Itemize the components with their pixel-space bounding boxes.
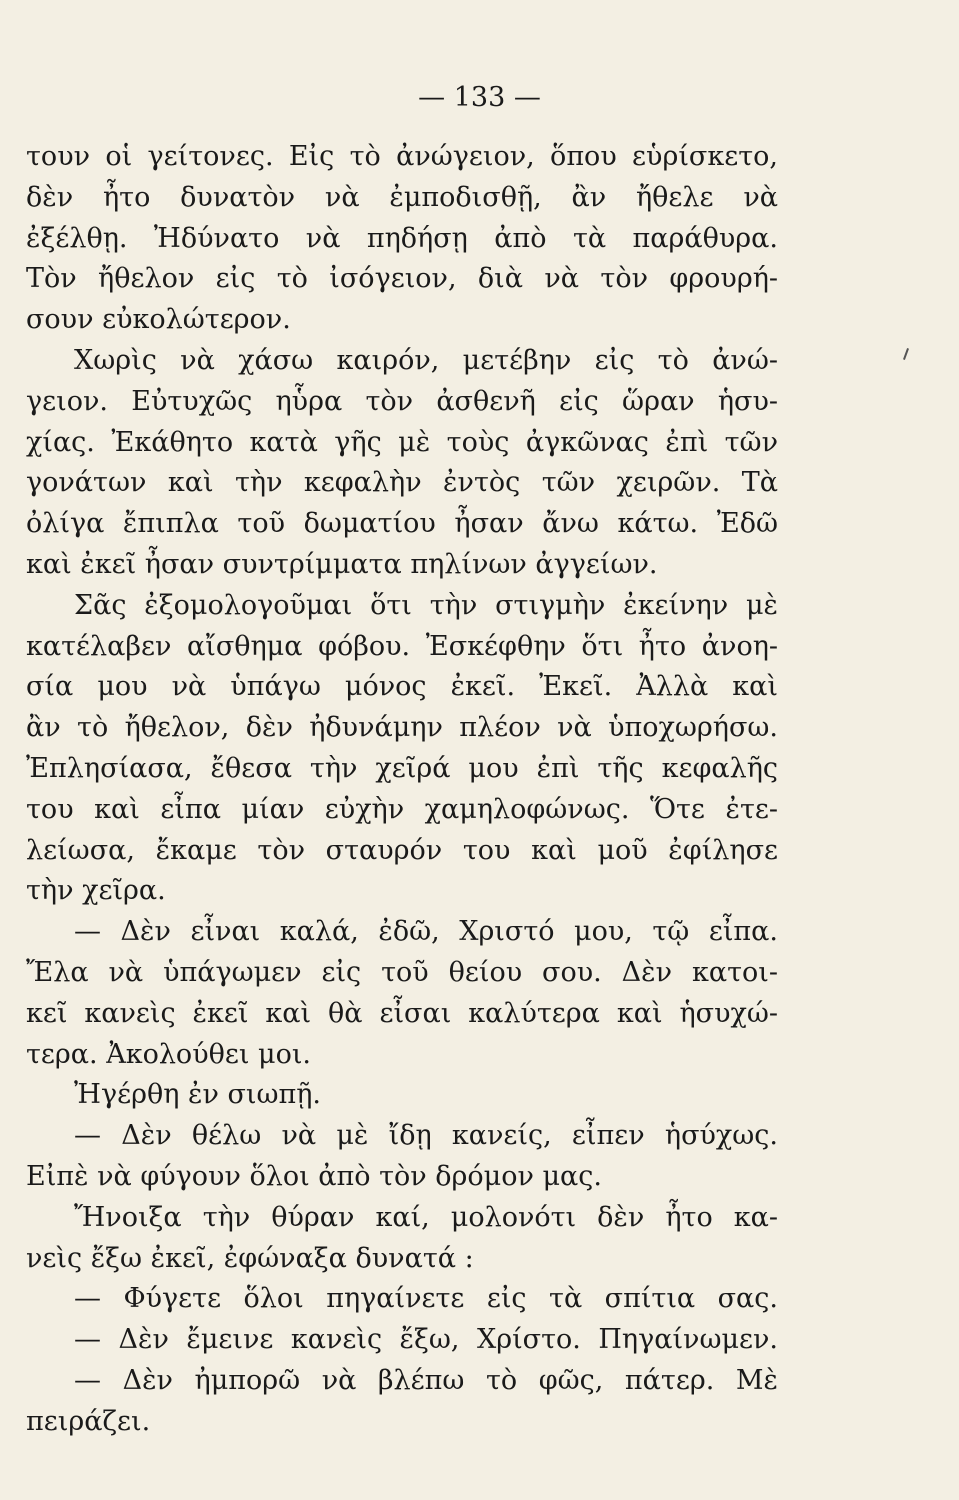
text-line: Τὸν ἤθελον εἰς τὸ ἰσόγειον, διὰ νὰ τὸν φρουρή- [26, 263, 778, 295]
text-line: κεῖ κανεὶς ἐκεῖ καὶ θὰ εἶσαι καλύτερα καὶ ἡσυχώ- [26, 997, 778, 1029]
text-line: δὲν ἦτο δυνατὸν νὰ ἐμποδισθῇ, ἂν ἤθελε νὰ [26, 181, 778, 213]
text-line: Ἤνοιξα τὴν θύραν καί, μολονότι δὲν ἦτο κα- [74, 1201, 778, 1233]
text-line: καὶ ἐκεῖ ἦσαν συντρίμματα πηλίνων ἀγγείων. [26, 548, 658, 580]
text-line: χίας. Ἐκάθητο κατὰ γῆς μὲ τοὺς ἀγκῶνας ἐπὶ τῶν [26, 426, 778, 458]
text-line: Ἐπλησίασα, ἔθεσα τὴν χεῖρά μου ἐπὶ τῆς κεφαλῆς [26, 752, 778, 784]
text-line: Ἔλα νὰ ὑπάγωμεν εἰς τοῦ θείου σου. Δὲν κατοι- [26, 956, 778, 988]
text-line: νεὶς ἔξω ἐκεῖ, ἐφώναξα δυνατά : [26, 1242, 474, 1274]
text-line: τὴν χεῖρα. [26, 875, 166, 907]
text-line: ὀλίγα ἔπιπλα τοῦ δωματίου ἦσαν ἄνω κάτω. Ἐδῶ [26, 508, 778, 540]
text-line: κατέλαβεν αἴσθημα φόβου. Ἐσκέφθην ὅτι ἦτο ἀνοη- [26, 630, 778, 662]
text-line: — Δὲν ἠμπορῶ νὰ βλέπω τὸ φῶς, πάτερ. Μὲ [74, 1364, 778, 1396]
text-line: ἂν τὸ ἤθελον, δὲν ἠδυνάμην πλέον νὰ ὑποχωρήσω. [26, 712, 778, 744]
page-number: — 133 — [418, 82, 541, 113]
text-line: Εἰπὲ νὰ φύγουν ὅλοι ἀπὸ τὸν δρόμον μας. [26, 1160, 602, 1192]
text-line: — Δὲν εἶναι καλά, ἐδῶ, Χριστό μου, τῷ εἶπα. [74, 916, 778, 948]
text-line: — Φύγετε ὅλοι πηγαίνετε εἰς τὰ σπίτια σας. [74, 1283, 778, 1315]
text-line: τερα. Ἀκολούθει μοι. [26, 1038, 311, 1070]
body-text [26, 137, 778, 1443]
text-line: Σᾶς ἐξομολογοῦμαι ὅτι τὴν στιγμὴν ἐκείνην μὲ [74, 589, 778, 621]
text-line: τουν οἱ γείτονες. Εἰς τὸ ἀνώγειον, ὅπου εὑρίσκετο, [26, 141, 778, 172]
text-line: — Δὲν ἔμεινε κανεὶς ἔξω, Χρίστο. Πηγαίνωμεν. [74, 1324, 778, 1356]
text-line: σουν εὐκολώτερον. [26, 304, 291, 336]
text-line: του καὶ εἶπα μίαν εὐχὴν χαμηλοφώνως. Ὅτε ἐτε- [26, 793, 778, 825]
ink-mark [903, 348, 909, 360]
text-line: γονάτων καὶ τὴν κεφαλὴν ἐντὸς τῶν χειρῶν. Τὰ [26, 467, 778, 499]
text-line: Χωρὶς νὰ χάσω καιρόν, μετέβην εἰς τὸ ἀνώ- [74, 344, 778, 376]
text-line: σία μου νὰ ὑπάγω μόνος ἐκεῖ. Ἐκεῖ. Ἀλλὰ καὶ [26, 671, 778, 703]
text-line: πειράζει. [26, 1405, 151, 1437]
text-line: λείωσα, ἔκαμε τὸν σταυρόν του καὶ μοῦ ἐφίλησε [26, 834, 778, 866]
text-line: γειον. Εὐτυχῶς ηὗρα τὸν ἀσθενῆ εἰς ὥραν ἡσυ- [26, 385, 778, 417]
text-line: Ἠγέρθη ἐν σιωπῇ. [74, 1079, 321, 1111]
text-line: — Δὲν θέλω νὰ μὲ ἴδῃ κανείς, εἶπεν ἡσύχως. [74, 1120, 778, 1152]
text-line: ἐξέλθῃ. Ἠδύνατο νὰ πηδήσῃ ἀπὸ τὰ παράθυρα. [26, 222, 778, 254]
